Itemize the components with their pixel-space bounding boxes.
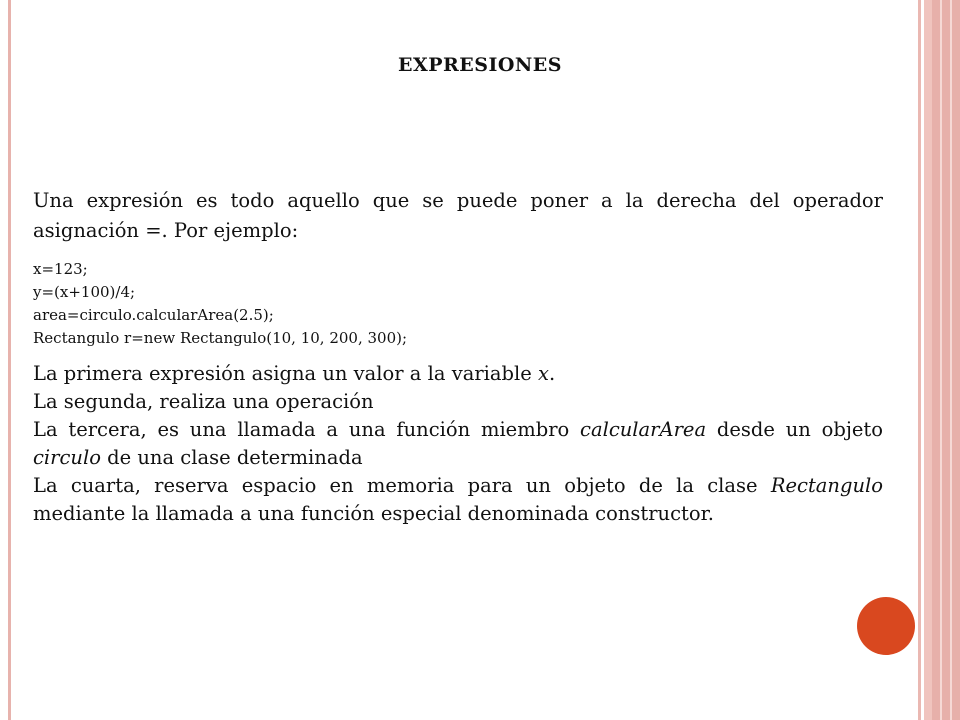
explanation-text: La primera expresión asigna un valor a la variable [33,362,538,385]
explanation-text: La cuarta, reserva espacio en memoria para un objeto de la clase [33,474,771,497]
right-border-stripe [924,0,932,720]
explanation-second: La segunda, realiza una operación [33,390,374,413]
class-name: Rectangulo [770,474,883,497]
variable-name: x [537,362,549,385]
intro-paragraph: Una expresión es todo aquello que se puede poner a la derecha del operador asignación =. Por ejemplo: [33,189,883,242]
slide-title: EXPRESIONES [397,54,562,76]
right-border-stripe [918,0,921,720]
right-border-stripe [950,0,952,720]
code-line: x=123; [33,260,88,278]
code-example [33,258,883,350]
explanation-text: mediante la llamada a una función especial denominada constructor. [33,502,714,525]
left-border-line [8,0,11,720]
explanation-first [33,360,883,388]
explanations [33,360,883,528]
explanation-fourth [33,472,883,528]
explanation-third [33,416,883,472]
explanation-text: de una clase determinada [100,446,363,469]
right-border-stripe [932,0,960,720]
code-line: Rectangulo r=new Rectangulo(10, 10, 200, 300); [33,329,408,347]
explanation-text: La tercera, es una llamada a una función miembro [33,418,581,441]
code-line: area=circulo.calcularArea(2.5); [33,306,274,324]
code-line: y=(x+100)/4; [33,283,136,301]
function-name: calcularArea [580,418,707,441]
decorative-circle [857,597,915,655]
right-border-stripe [940,0,942,720]
slide-body [33,186,883,528]
explanation-text: . [548,362,556,385]
object-name: circulo [33,446,101,469]
explanation-text: desde un objeto [706,418,883,441]
